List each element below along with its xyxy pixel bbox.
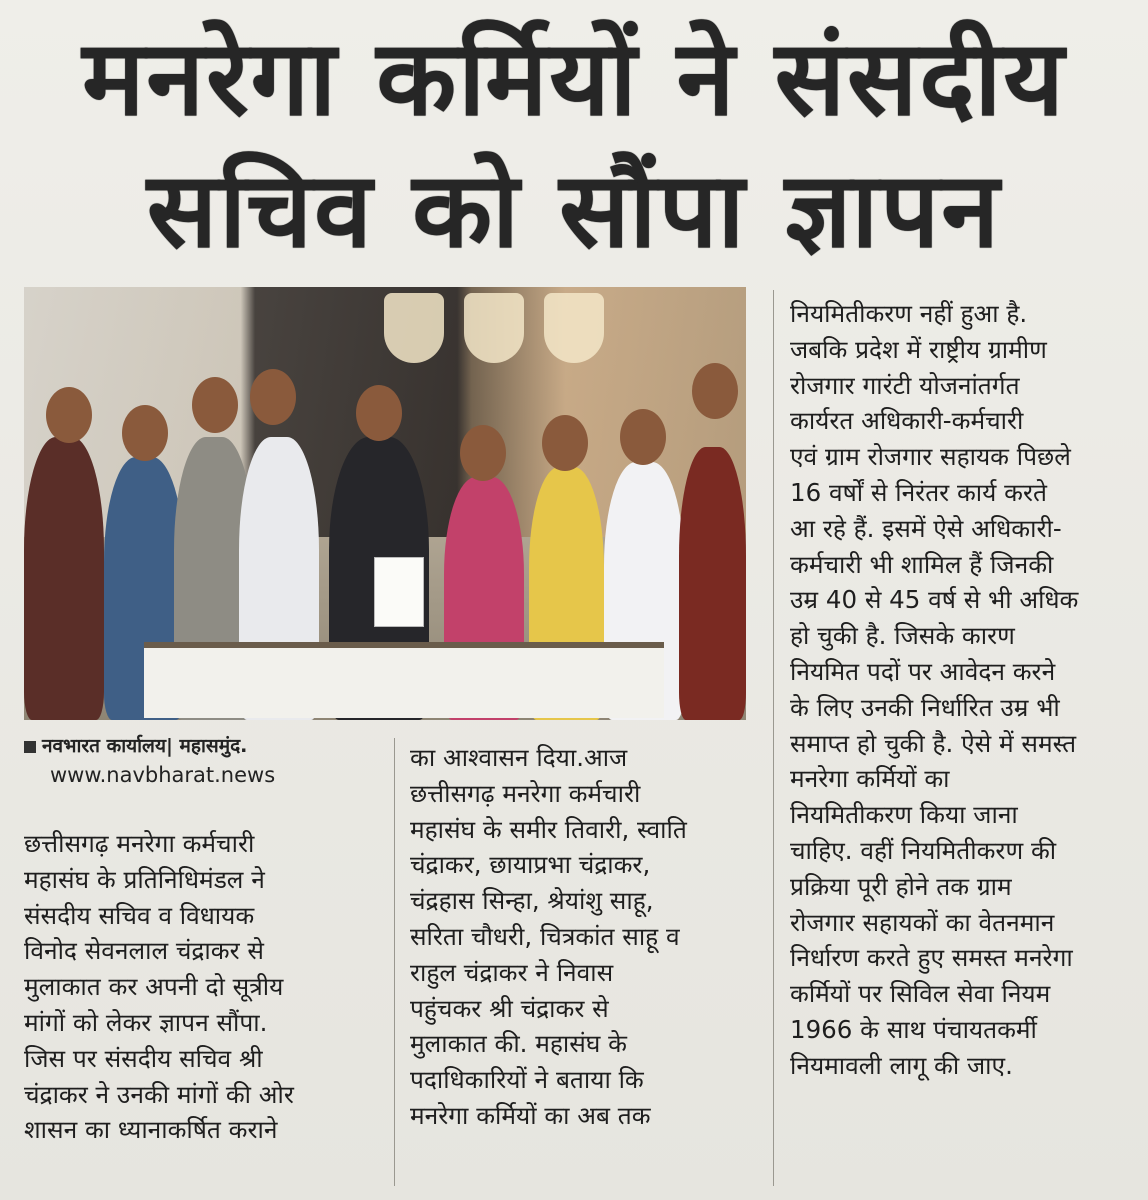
text-line: उम्र 40 से 45 वर्ष से भी अधिक [790,585,1079,615]
byline-website: www.navbharat.news [50,763,276,787]
headline-line-1: मनरेगा कर्मियों ने संसदीय [82,17,1066,139]
memorandum-paper [374,557,424,627]
bullet-icon [24,741,36,753]
text-line: एवं ग्राम रोजगार सहायक पिछले [790,442,1071,472]
photo-person-head [250,369,296,425]
text-line: छत्तीसगढ़ मनरेगा कर्मचारी [410,778,641,808]
text-line: समाप्त हो चुकी है. ऐसे में समस्त [790,728,1077,758]
text-line: प्रक्रिया पूरी होने तक ग्राम [790,871,1012,901]
photo-person-head [122,405,168,461]
text-line: रोजगार गारंटी योजनांतर्गत [790,370,1020,400]
text-line: कर्मचारी भी शामिल हैं जिनकी [790,549,1054,579]
photo-person-head [620,409,666,465]
text-line: मांगों को लेकर ज्ञापन सौंपा. [24,1007,268,1037]
headline-line-2: सचिव को सौंपा ज्ञापन [146,149,1002,271]
text-line: मुलाकात की. महासंघ के [410,1029,627,1059]
photo-person [24,437,104,720]
article-column-1 [24,826,384,1148]
text-line: कार्यरत अधिकारी-कर्मचारी [790,406,1024,436]
text-line: विनोद सेवनलाल चंद्राकर से [24,936,264,966]
photo-person [679,447,746,720]
photo-person-head [46,387,92,443]
text-line: नियमितीकरण किया जाना [790,800,1018,830]
text-line: छत्तीसगढ़ मनरेगा कर्मचारी [24,829,255,858]
photo-lamp [384,293,444,363]
photo-lamp [544,293,604,363]
column-divider [773,290,774,1186]
column-divider [394,738,395,1186]
text-line: आ रहे हैं. इसमें ऐसे अधिकारी- [790,513,1062,543]
photo-person-head [192,377,238,433]
byline-credit [24,732,247,758]
photo-person-head [692,363,738,419]
text-line: पदाधिकारियों ने बताया कि [410,1065,644,1095]
text-line: महासंघ के प्रतिनिधिमंडल ने [24,864,265,894]
text-line: मुलाकात कर अपनी दो सूत्रीय [24,972,284,1002]
photo-person-head [542,415,588,471]
text-line: चंद्राकर ने उनकी मांगों की ओर [24,1079,294,1109]
text-line: मनरेगा कर्मियों का [790,764,950,794]
text-line: नियमित पदों पर आवेदन करने [790,656,1056,686]
text-line: रोजगार सहायकों का वेतनमान [790,907,1055,937]
text-line: जबकि प्रदेश में राष्ट्रीय ग्रामीण [790,334,1047,364]
text-line: चंद्रहास सिन्हा, श्रेयांशु साहू, [410,886,654,916]
text-line: जिस पर संसदीय सचिव श्री [24,1043,263,1073]
byline-text: नवभारत कार्यालय| महासमुंद. [42,735,248,757]
text-line: राहुल चंद्राकर ने निवास [410,957,614,987]
text-line: 1966 के साथ पंचायतकर्मी [790,1014,1037,1044]
text-line: संसदीय सचिव व विधायक [24,900,255,930]
text-line: पहुंचकर श्री चंद्राकर से [410,993,609,1023]
text-line: कर्मियों पर सिविल सेवा नियम [790,979,1051,1009]
text-line: नियमावली लागू की जाए. [790,1050,1013,1080]
text-line: महासंघ के समीर तिवारी, स्वाति [410,814,687,844]
text-line: चंद्राकर, छायाप्रभा चंद्राकर, [410,850,651,880]
photo-lamp [464,293,524,363]
text-line: शासन का ध्यानाकर्षित कराने [24,1115,278,1145]
photo-person-head [460,425,506,481]
article-column-2 [410,740,755,1134]
text-line: के लिए उनकी निर्धारित उम्र भी [790,692,1060,722]
text-line: का आश्वासन दिया.आज [410,743,628,772]
text-line: हो चुकी है. जिसके कारण [790,621,1015,651]
text-line: नियमितीकरण नहीं हुआ है. [790,299,1028,328]
text-line: 16 वर्षों से निरंतर कार्य करते [790,477,1047,507]
photo-table [144,642,664,718]
news-photo [24,287,746,720]
text-line: निर्धारण करते हुए समस्त मनरेगा [790,943,1073,973]
article-column-3 [790,296,1140,1084]
photo-person-head [356,385,402,441]
text-line: सरिता चौधरी, चित्रकांत साहू व [410,921,680,951]
text-line: चाहिए. वहीं नियमितीकरण की [790,835,1057,865]
text-line: मनरेगा कर्मियों का अब तक [410,1100,651,1130]
